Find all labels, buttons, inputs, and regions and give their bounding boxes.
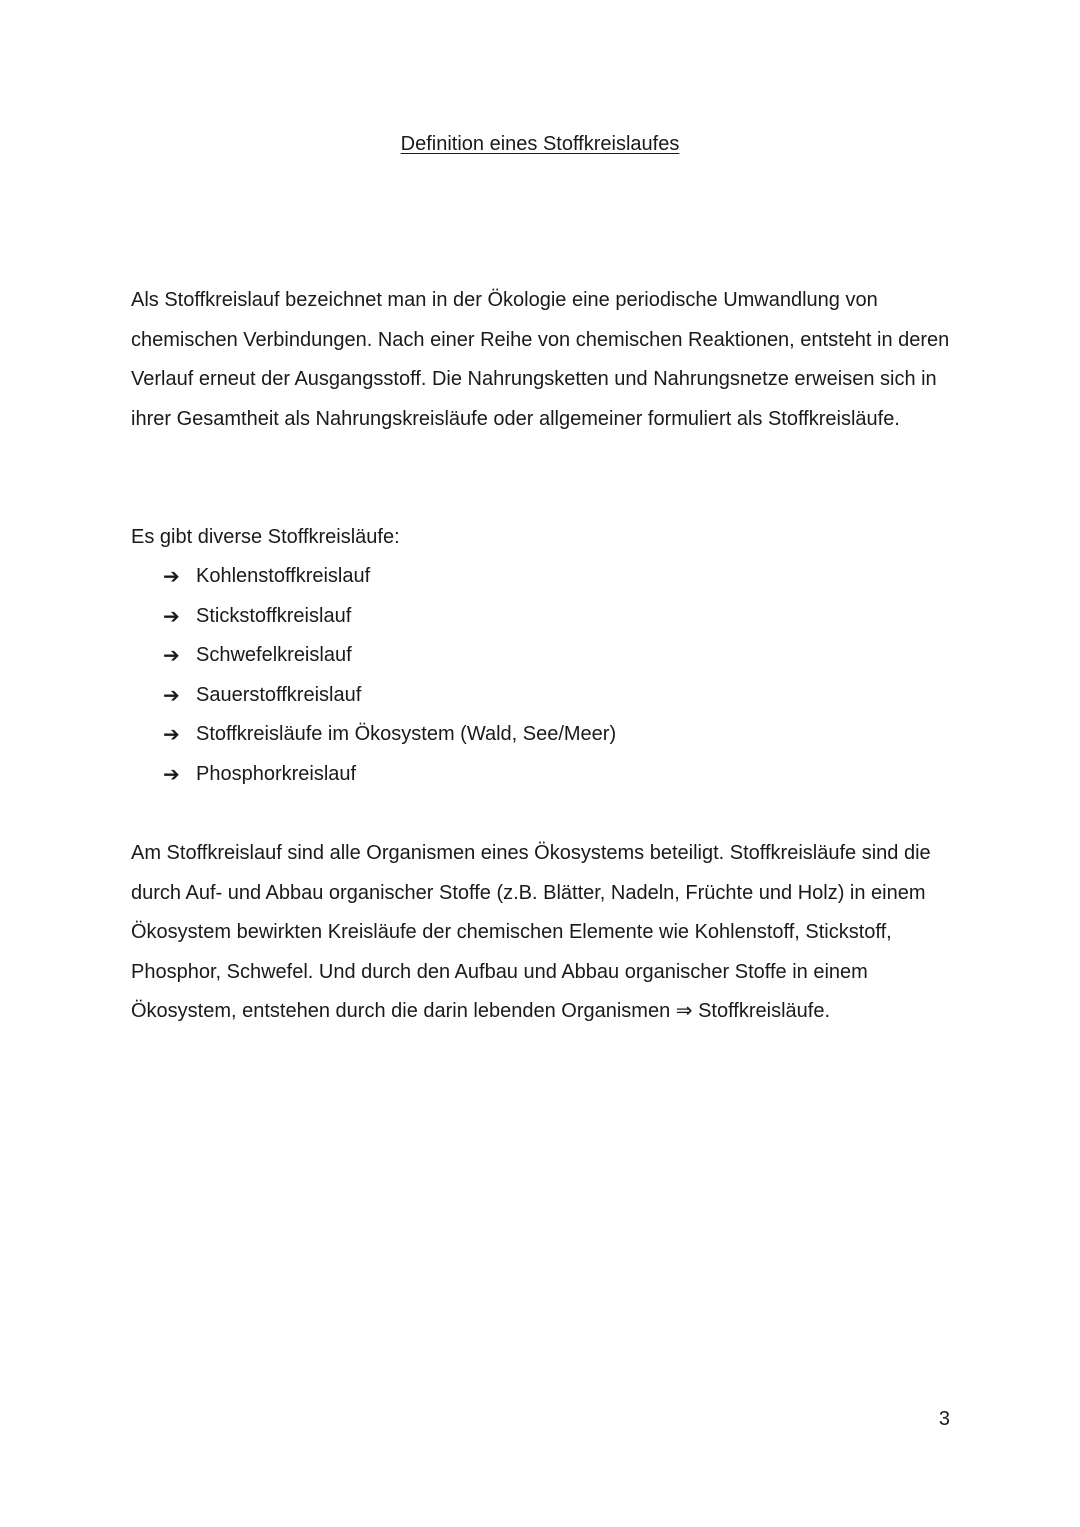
list-item-label: Phosphorkreislauf (196, 762, 357, 785)
arrow-icon: ➔ (163, 722, 180, 746)
page-number: 3 (938, 1408, 950, 1430)
list-item (163, 676, 616, 716)
arrow-icon: ➔ (163, 643, 180, 667)
arrow-icon: ➔ (163, 603, 180, 628)
arrow-icon: ➔ (163, 761, 180, 786)
list-item (163, 597, 616, 637)
cycle-list (163, 557, 616, 794)
list-item (163, 557, 616, 597)
arrow-icon: ➔ (163, 682, 180, 707)
list-item-label: Sauerstoffkreislauf (196, 683, 362, 706)
participation-paragraph: Am Stoffkreislauf sind alle Organismen eines Ökosystems beteiligt. Stoffkreisläufe sind die durch Auf- und Abbau organischer Stoffe (z.B. Blätter, Nadeln, Früchte und Holz) in einem Ökosystem bewirkten Kreisläufe der chemischen Elemente wie Kohlenstoff, Stickstoff, Phosphor, Schwefel. Und durch den Aufbau und Abbau organischer Stoffe in einem Ökosystem, entstehen durch die darin lebenden Organismen ⇒ Stoffkreisläufe. (131, 842, 931, 1022)
list-item (163, 715, 616, 755)
list-item (163, 755, 616, 795)
list-item-label: Stoffkreisläufe im Ökosystem (Wald, See/Meer) (196, 723, 617, 745)
list-item-label: Schwefelkreislauf (196, 644, 352, 666)
definition-paragraph: Als Stoffkreislauf bezeichnet man in der Ökologie eine periodische Umwandlung von chemischen Verbindungen. Nach einer Reihe von chemischen Reaktionen, entsteht in deren Verlauf erneut der Ausgangsstoff. Die Nahrungsketten und Nahrungsnetze erweisen sich in ihrer Gesamtheit als Nahrungskreisläufe oder allgemeiner formuliert als Stoffkreisläufe. (131, 289, 950, 430)
list-item (163, 636, 616, 676)
page-title: Definition eines Stoffkreislaufes (400, 133, 680, 155)
list-item-label: Stickstoffkreislauf (196, 604, 352, 627)
list-item-label: Kohlenstoffkreislauf (196, 565, 371, 587)
arrow-icon: ➔ (163, 564, 180, 588)
list-intro: Es gibt diverse Stoffkreisläufe: (131, 526, 400, 548)
